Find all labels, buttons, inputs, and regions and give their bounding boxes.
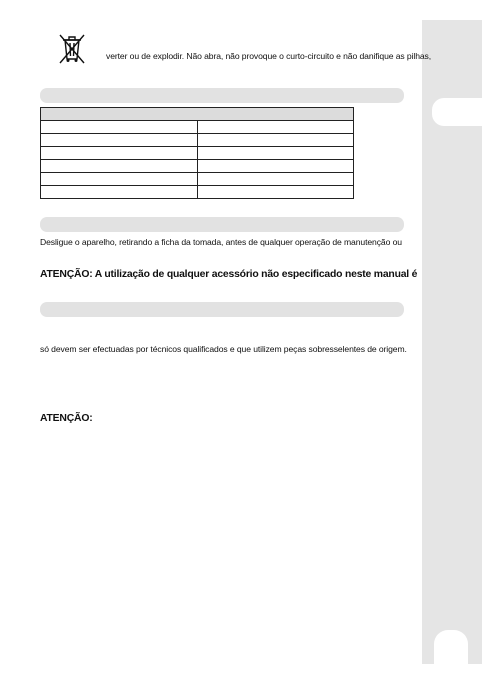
maintenance-warning: ATENÇÃO: A utilização de qualquer acessório não especificado neste manual é — [40, 269, 418, 280]
page-tab-notch — [434, 630, 468, 680]
section-header-band — [40, 217, 404, 232]
table-row — [41, 121, 354, 134]
table-row — [41, 160, 354, 173]
table-header-row — [41, 108, 354, 121]
side-tab-notch — [432, 98, 482, 126]
table-row — [41, 134, 354, 147]
disposal-text: verter ou de explodir. Não abra, não provoque o curto-circuito e não danifique as pilhas, — [106, 51, 432, 61]
repairs-text: só devem ser efectuadas por técnicos qualificados e que utilizem peças sobresselentes de origem. — [40, 344, 407, 354]
table-row — [41, 147, 354, 160]
specifications-table — [40, 107, 354, 199]
repairs-warning: ATENÇÃO: — [40, 413, 93, 424]
crossed-out-bin-icon — [57, 32, 87, 68]
maintenance-text: Desligue o aparelho, retirando a ficha da tomada, antes de qualquer operação de manutenção ou — [40, 237, 402, 247]
section-header-band — [40, 88, 404, 103]
table-row — [41, 173, 354, 186]
section-header-band — [40, 302, 404, 317]
table-row — [41, 186, 354, 199]
